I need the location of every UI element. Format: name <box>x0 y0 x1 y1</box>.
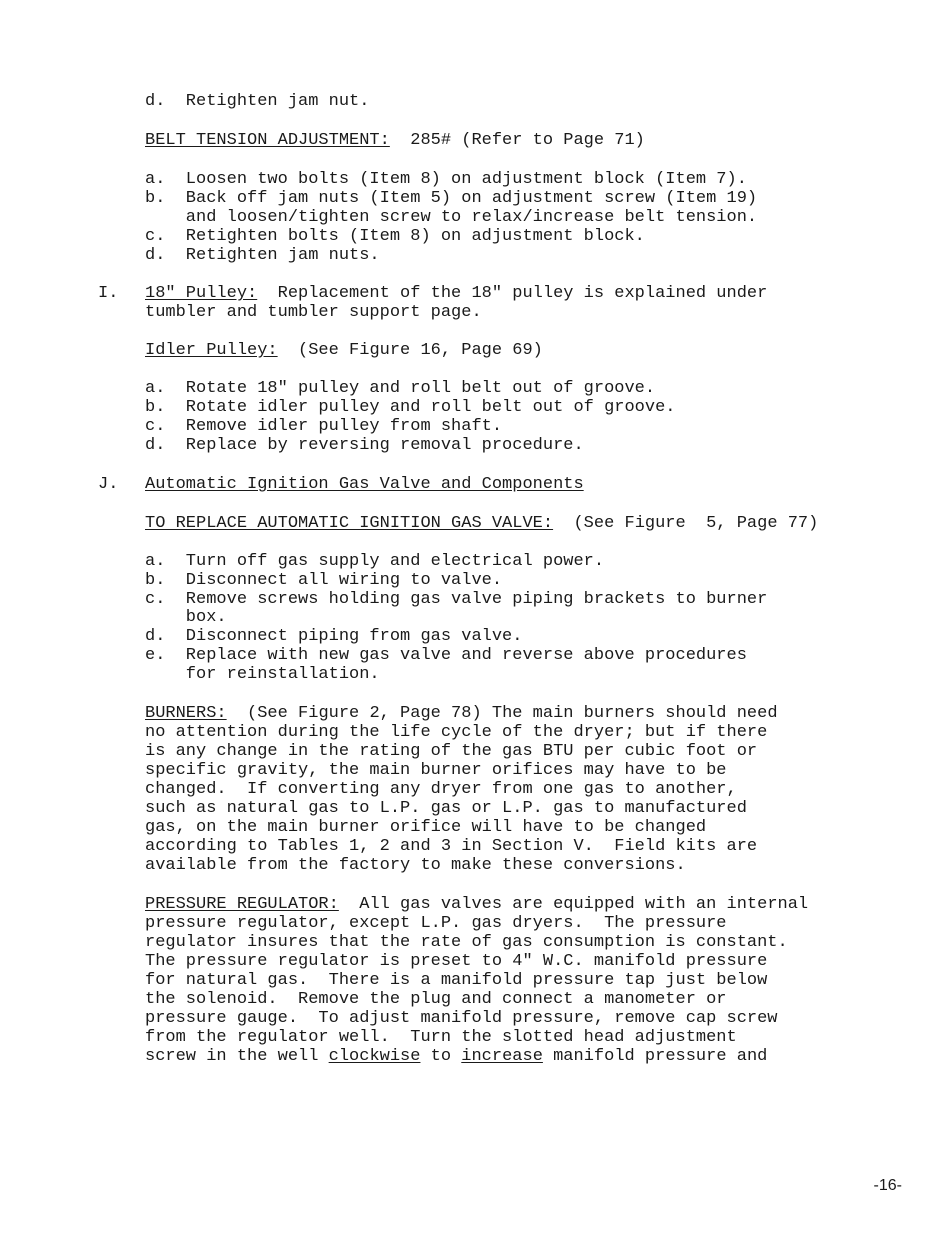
regulator-paragraph-line-5: for natural gas. There is a manifold pressure tap just below <box>145 971 768 990</box>
regulator-paragraph-line-3: regulator insures that the rate of gas consumption is constant. <box>145 933 788 952</box>
belt-step-b-cont: and loosen/tighten screw to relax/increase belt tension. <box>145 208 758 227</box>
belt-step-b: b. Back off jam nuts (Item 5) on adjustment screw (Item 19) <box>145 189 758 208</box>
regulator-paragraph-line-1 <box>145 895 808 914</box>
idler-pulley-title: Idler Pulley: <box>145 341 278 360</box>
regulator-text-c: manifold pressure and <box>542 1047 768 1066</box>
burners-paragraph-line-5: changed. If converting any dryer from one gas to another, <box>145 780 737 799</box>
belt-step-d: d. Retighten jam nuts. <box>145 246 380 265</box>
regulator-paragraph-line-2: pressure regulator, except L.P. gas dryers. The pressure <box>145 914 727 933</box>
regulator-text-b: to <box>420 1047 462 1066</box>
gas-step-c-cont: box. <box>145 608 227 627</box>
gas-step-e-cont: for reinstallation. <box>145 665 380 684</box>
burners-paragraph-line-1 <box>145 704 778 723</box>
pressure-regulator-text: All gas valves are equipped with an internal <box>338 895 809 914</box>
gas-step-c: c. Remove screws holding gas valve piping brackets to burner <box>145 590 768 609</box>
section-i-label: I. <box>98 284 119 303</box>
idler-step-b: b. Rotate idler pulley and roll belt out of groove. <box>145 398 676 417</box>
replace-gas-valve-reference: (See Figure 5, Page 77) <box>553 514 819 533</box>
regulator-paragraph-line-9 <box>145 1047 767 1066</box>
gas-step-b: b. Disconnect all wiring to valve. <box>145 571 503 590</box>
replace-gas-valve-title: TO REPLACE AUTOMATIC IGNITION GAS VALVE: <box>145 514 554 533</box>
pulley-18-text: Replacement of the 18" pulley is explained under <box>257 284 768 303</box>
regulator-paragraph-line-7: pressure gauge. To adjust manifold pressure, remove cap screw <box>145 1009 778 1028</box>
gas-step-d: d. Disconnect piping from gas valve. <box>145 627 523 646</box>
burners-paragraph-line-8: according to Tables 1, 2 and 3 in Section V. Field kits are <box>145 837 758 856</box>
replace-gas-valve-heading <box>145 514 818 533</box>
burners-title: BURNERS: <box>145 704 227 723</box>
belt-tension-heading <box>145 131 645 150</box>
belt-tension-title: BELT TENSION ADJUSTMENT: <box>145 131 390 150</box>
increase-emphasis: increase <box>461 1047 543 1066</box>
clockwise-emphasis: clockwise <box>328 1047 421 1066</box>
page-number: -16- <box>873 1177 902 1194</box>
burners-text: (See Figure 2, Page 78) The main burners should need <box>226 704 778 723</box>
gas-step-a: a. Turn off gas supply and electrical power. <box>145 552 605 571</box>
burners-paragraph-line-3: is any change in the rating of the gas BTU per cubic foot or <box>145 742 758 761</box>
idler-pulley-reference: (See Figure 16, Page 69) <box>277 341 543 360</box>
pulley-18-title: 18" Pulley: <box>145 284 258 303</box>
belt-step-c: c. Retighten bolts (Item 8) on adjustment block. <box>145 227 645 246</box>
section-j-label: J. <box>98 475 119 494</box>
gas-step-e: e. Replace with new gas valve and reverse above procedures <box>145 646 747 665</box>
regulator-paragraph-line-4: The pressure regulator is preset to 4" W.C. manifold pressure <box>145 952 768 971</box>
idler-step-c: c. Remove idler pulley from shaft. <box>145 417 503 436</box>
burners-paragraph-line-7: gas, on the main burner orifice will have to be changed <box>145 818 707 837</box>
pressure-regulator-title: PRESSURE REGULATOR: <box>145 895 339 914</box>
belt-step-a: a. Loosen two bolts (Item 8) on adjustment block (Item 7). <box>145 170 747 189</box>
burners-paragraph-line-6: such as natural gas to L.P. gas or L.P. gas to manufactured <box>145 799 747 818</box>
pulley-18-text-cont: tumbler and tumbler support page. <box>145 303 482 322</box>
gas-valve-section-title: Automatic Ignition Gas Valve and Components <box>145 475 584 494</box>
step-d-retighten-jam-nut: d. Retighten jam nut. <box>145 92 370 111</box>
regulator-paragraph-line-8: from the regulator well. Turn the slotted head adjustment <box>145 1028 737 1047</box>
pulley-18-heading <box>145 284 767 303</box>
idler-pulley-heading <box>145 341 543 360</box>
regulator-text-a: screw in the well <box>145 1047 329 1066</box>
burners-paragraph-line-9: available from the factory to make these conversions. <box>145 856 686 875</box>
burners-paragraph-line-2: no attention during the life cycle of the dryer; but if there <box>145 723 768 742</box>
burners-paragraph-line-4: specific gravity, the main burner orifices may have to be <box>145 761 727 780</box>
regulator-paragraph-line-6: the solenoid. Remove the plug and connect a manometer or <box>145 990 727 1009</box>
idler-step-a: a. Rotate 18" pulley and roll belt out of groove. <box>145 379 656 398</box>
belt-tension-reference: 285# (Refer to Page 71) <box>389 131 645 150</box>
idler-step-d: d. Replace by reversing removal procedure. <box>145 436 584 455</box>
